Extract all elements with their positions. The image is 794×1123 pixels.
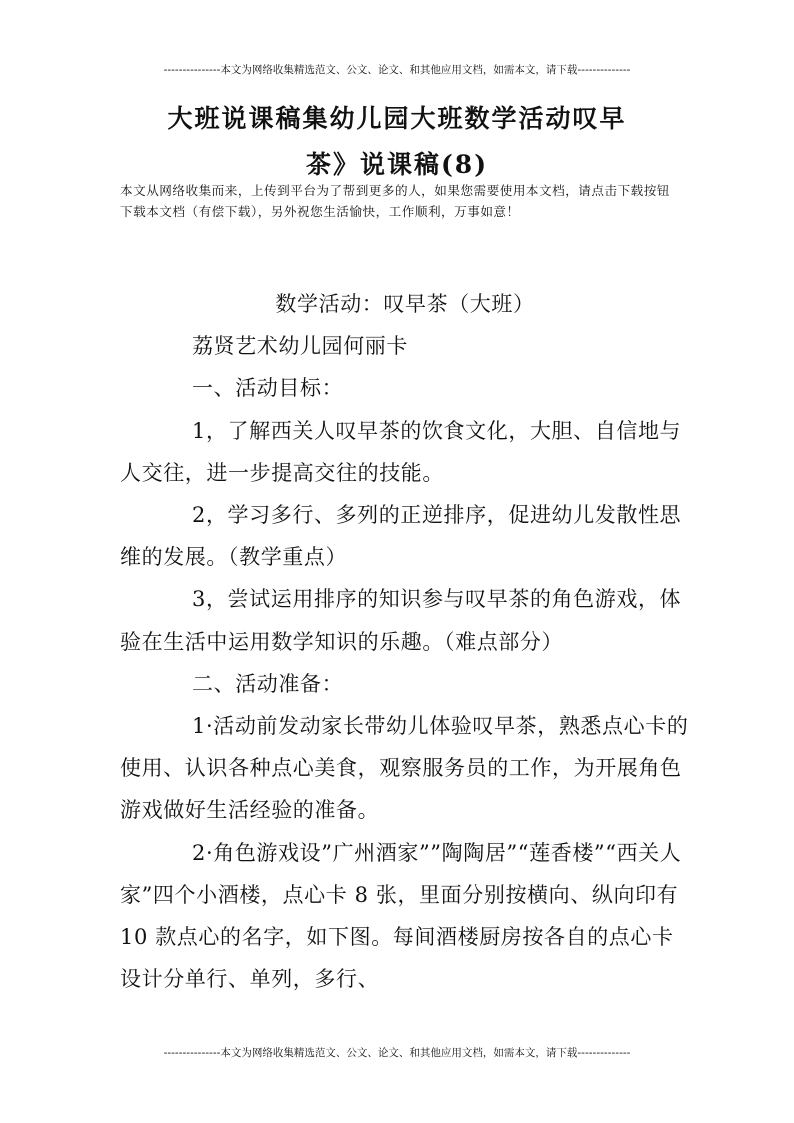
document-title-line-1: 大班说课稿集幼儿园大班数学活动叹早 [167, 104, 627, 133]
preparation-paragraph-1: 1·活动前发动家长带幼儿体验叹早茶，熟悉点心卡的使用、认识各种点心美食，观察服务员的工作，为开展角色游戏做好生活经验的准备。 [120, 714, 689, 823]
section-heading-preparation: 二、活动准备： [192, 671, 344, 696]
goal-paragraph-3: 3，尝试运用排序的知识参与叹早茶的角色游戏，体验在生活中运用数学知识的乐趣。（难点部分） [120, 587, 682, 654]
document-body [120, 283, 690, 1000]
preparation-paragraph-2: 2·角色游戏设”广州酒家””陶陶居”“莲香楼”“西关人家”四个小酒楼，点心卡 8 张，里面分别按横向、纵向印有 10 款点心的名字，如下图。每间酒楼厨房按各自的点心卡设计分单行、单列，多行、 [120, 840, 682, 992]
download-disclaimer: 本文从网络收集而来，上传到平台为了帮到更多的人，如果您需要使用本文档，请点击下载按钮下载本文档（有偿下载），另外祝您生活愉快，工作顺利，万事如意！ [120, 183, 670, 219]
document-title [120, 96, 674, 188]
page-header: ---------------本文为网络收集精选范文、公文、论文、和其他应用文档，如需本文，请下载-------------- [163, 64, 631, 76]
document-title-line-2: 茶》说课稿(8) [305, 150, 489, 179]
section-heading-goals: 一、活动目标： [192, 376, 344, 401]
goal-paragraph-2: 2，学习多行、多列的正逆排序，促进幼儿发散性思维的发展。（教学重点） [120, 503, 682, 570]
activity-title: 数学活动：叹早茶（大班） [275, 292, 535, 316]
goal-paragraph-1: 1，了解西关人叹早茶的饮食文化，大胆、自信地与人交往，进一步提高交往的技能。 [120, 418, 682, 485]
author-line: 荔贤艺术幼儿园何丽卡 [192, 334, 408, 359]
page-footer: ---------------本文为网络收集精选范文、公文、论文、和其他应用文档，如需本文，请下载-------------- [163, 1047, 631, 1059]
